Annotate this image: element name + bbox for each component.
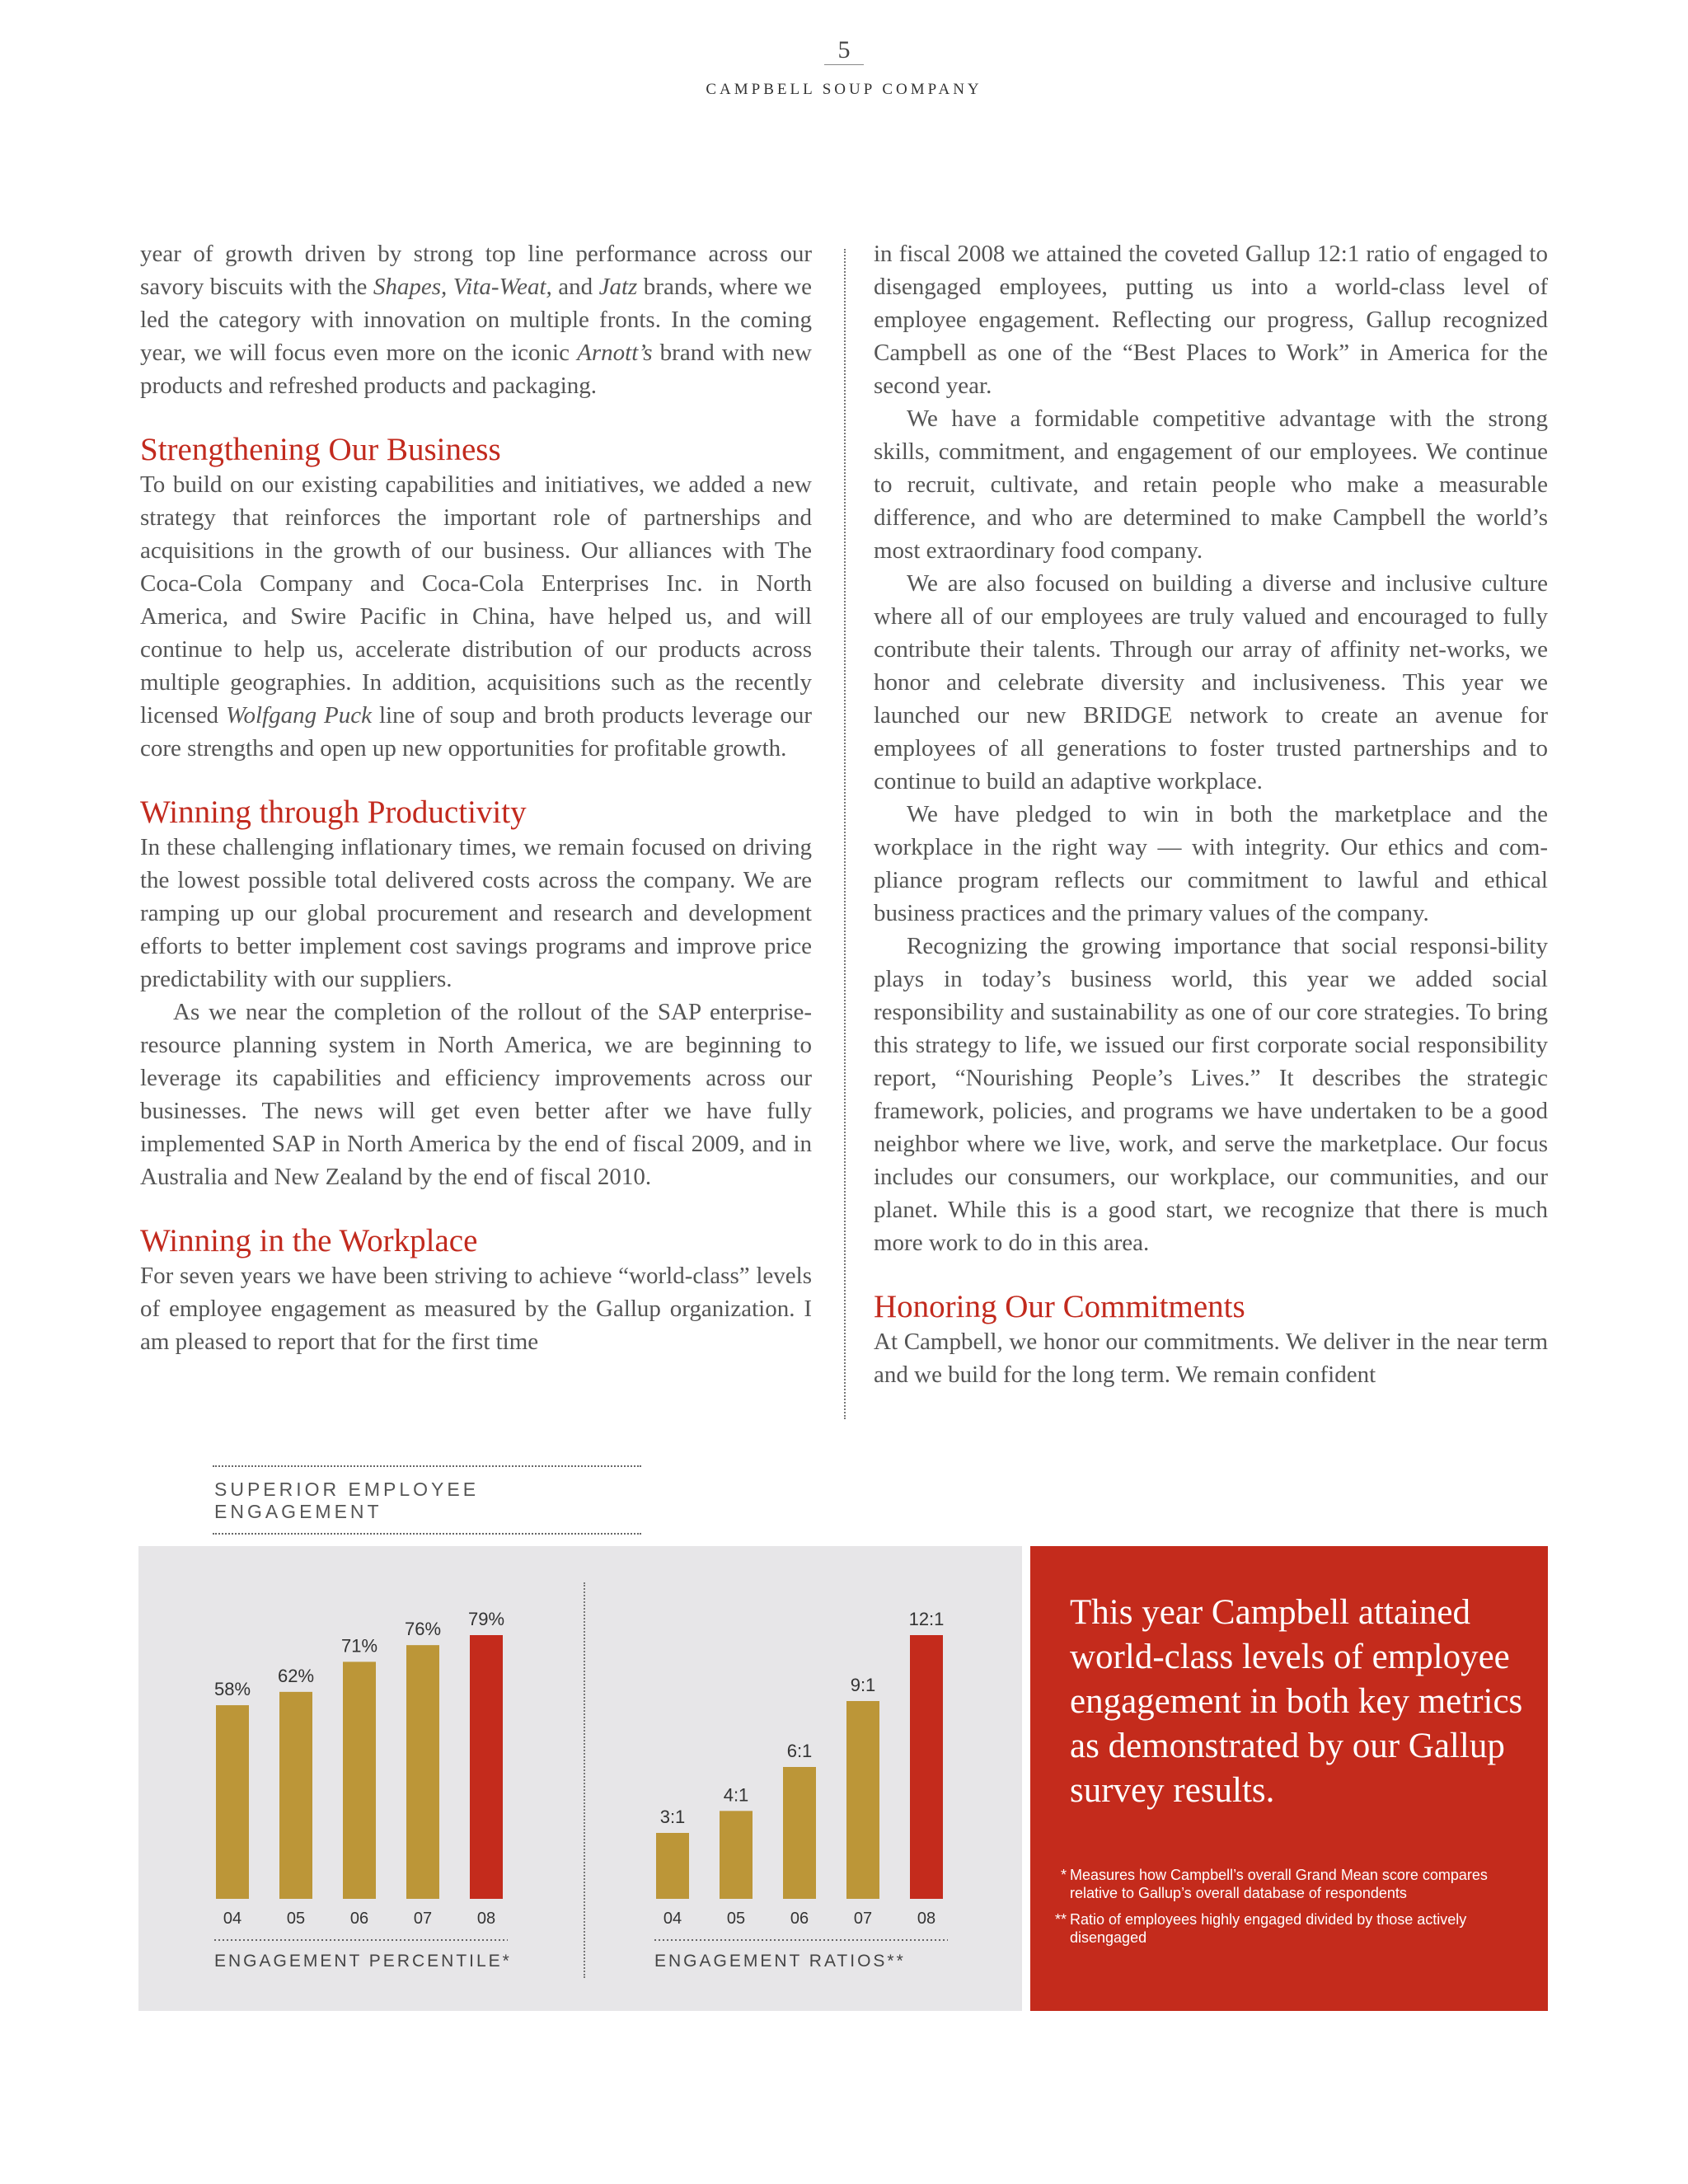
x-tick-label: 05 [726, 1910, 746, 1928]
callout-text: This year Campbell attained world-class levels of employee engagement in both key metrics as demonstrated by our Gallup survey results. [1070, 1593, 1523, 1810]
footnote-text: Ratio of employees highly engaged divided by those actively disengaged [1070, 1911, 1467, 1946]
paragraph: To build on our existing capabilities and initiatives, we added a new strategy that reinforces the important role of partnerships and acquisitions in the growth of our business. Our alliances with The Coca-Cola Company and Coca-Cola Enterprises Inc. in North America, and Swire Pacific in China, have helped us, and will continue to help us, accelerate distribution of our products across multiple geographies. In addition, acquisitions such as the recently licensed Wolfgang Puck line of soup and broth products leverage our core strengths and open up new opportunities for profitable growth. [140, 471, 813, 762]
bar-value-label: 4:1 [723, 1784, 749, 1806]
bar-value-label: 9:1 [850, 1675, 876, 1695]
bar-value-label: 6:1 [786, 1741, 813, 1761]
figure-title-block [213, 1465, 641, 1535]
left-column [140, 237, 812, 1358]
chart-bar [216, 1705, 249, 1899]
callout-panel [1030, 1546, 1548, 2011]
paragraph: As we near the completion of the rollout of the SAP enterprise-resource planning system in North America, we are beginning to leverage its capabilities and efficiency improvements across our businesses. The news will get even better after we have fully implemented SAP in North America by the end of fiscal 2009, and in Australia and New Zealand by the end of fiscal 2010. [140, 999, 812, 1190]
footnote-mark: * [1060, 1867, 1067, 1883]
figure-title: SUPERIOR EMPLOYEE ENGAGEMENT [214, 1479, 480, 1522]
bar-value-label: 12:1 [908, 1609, 945, 1629]
x-tick-label: 04 [663, 1910, 682, 1928]
chart-bar [343, 1661, 376, 1899]
heading-workplace: Winning in the Workplace [140, 1223, 478, 1258]
footnote-text: Measures how Campbell’s overall Grand Mean score compares relative to Gallup’s overall database of respondents [1070, 1867, 1488, 1901]
chart-bar [406, 1645, 439, 1899]
paragraph: We have a formidable competitive advantage with the strong skills, commitment, and engagement of our employees. We continue to recruit, cultivate, and retain people who make a measurable difference, and who are determined to make Campbell the world’s most extraordinary food company. [874, 405, 1548, 564]
chart-bar [656, 1833, 689, 1899]
heading-strengthening: Strengthening Our Business [140, 432, 501, 467]
x-tick-label: 08 [917, 1910, 936, 1928]
paragraph: We have pledged to win in both the marketplace and the workplace in the right way — with integrity. Our ethics and com-pliance program reflects our commitment to lawful and ethical business practices and the primary values of the company. [874, 801, 1548, 926]
chart-title-ratios: ENGAGEMENT RATIOS** [654, 1952, 906, 1971]
chart-bar [846, 1701, 879, 1899]
paragraph: We are also focused on building a diverse and inclusive culture where all of our employees are truly valued and encouraged to fully contribute their talents. Through our array of affinity net-works, we honor and celebrate diversity and inclusiveness. This year we launched our new BRIDGE network to create an avenue for employees of all generations to foster trusted partnerships and to continue to build an adaptive workplace. [874, 570, 1548, 794]
bar-value-label: 76% [404, 1619, 442, 1640]
column-divider [844, 249, 846, 1419]
footnotes [1045, 1866, 1507, 1955]
bar-value-label: 58% [213, 1679, 251, 1700]
x-tick-label: 05 [286, 1910, 306, 1928]
chart-bar [720, 1811, 753, 1899]
chart-title-percentile: ENGAGEMENT PERCENTILE* [214, 1952, 512, 1971]
paragraph: in fiscal 2008 we attained the coveted Gallup 12:1 ratio of engaged to disengaged employees, putting us into a world-class level of employee engagement. Reflecting our progress, Gallup recognized Campbell as one of the “Best Places to Work” in America for the second year. [874, 241, 1548, 399]
paragraph: Recognizing the growing importance that social responsi-bility plays in today’s business world, this year we added social responsibility and sustainability as one of our core strategies. To bring this strategy to life, we issued our first corporate social responsibility report, “Nourishing People’s Lives.” It describes the strategic framework, policies, and programs we have undertaken to be a good neighbor where we live, work, and serve the marketplace. Our focus includes our consumers, our workplace, our communities, and our planet. While this is a good start, we recognize that there is much more work to do in this area. [874, 933, 1548, 1256]
x-tick-label: 07 [853, 1910, 873, 1928]
paragraph: For seven years we have been striving to achieve “world-class” levels of employee engagement as measured by the Gallup organization. I am pleased to report that for the first time [140, 1263, 812, 1355]
chart-panel [138, 1546, 1022, 2011]
footnote [1045, 1866, 1507, 1902]
bar-value-label: 3:1 [659, 1807, 686, 1827]
heading-commitments: Honoring Our Commitments [874, 1289, 1245, 1324]
x-tick-label: 04 [223, 1910, 242, 1928]
chart-bar [470, 1635, 503, 1899]
paragraph: At Campbell, we honor our commitments. We deliver in the near term and we build for the long term. We remain confident [874, 1329, 1548, 1388]
x-tick-label: 07 [413, 1910, 433, 1928]
x-tick-label: 08 [476, 1910, 496, 1928]
bar-value-label: 79% [467, 1609, 505, 1629]
x-tick-label: 06 [790, 1910, 809, 1928]
chart-bar [910, 1635, 943, 1899]
page-number: 5 [824, 36, 864, 65]
heading-productivity: Winning through Productivity [140, 794, 527, 830]
paragraph: In these challenging inflationary times, we remain focused on driving the lowest possible total delivered costs across the company. We are ramping up our global procurement and research and development efforts to better implement cost savings programs and improve price predictability with our suppliers. [140, 834, 812, 992]
bar-value-label: 71% [340, 1635, 378, 1657]
bar-value-label: 62% [277, 1665, 315, 1686]
divider [213, 1533, 641, 1535]
right-column [874, 237, 1548, 1391]
charts-svg [138, 1546, 1022, 2011]
chart-bar [783, 1767, 816, 1899]
footnote [1045, 1910, 1507, 1947]
x-tick-label: 06 [349, 1910, 369, 1928]
chart-bar [279, 1692, 312, 1899]
footnote-mark: ** [1054, 1911, 1067, 1928]
company-name: CAMPBELL SOUP COMPANY [706, 81, 982, 98]
paragraph: year of growth driven by strong top line performance across our savory biscuits with the Shapes, Vita-Weat, and Jatz brands, where we led the category with innovation on multiple fronts. In the coming year, we will focus even more on the iconic Arnott’s brand with new products and refreshed products and packaging. [140, 241, 812, 399]
